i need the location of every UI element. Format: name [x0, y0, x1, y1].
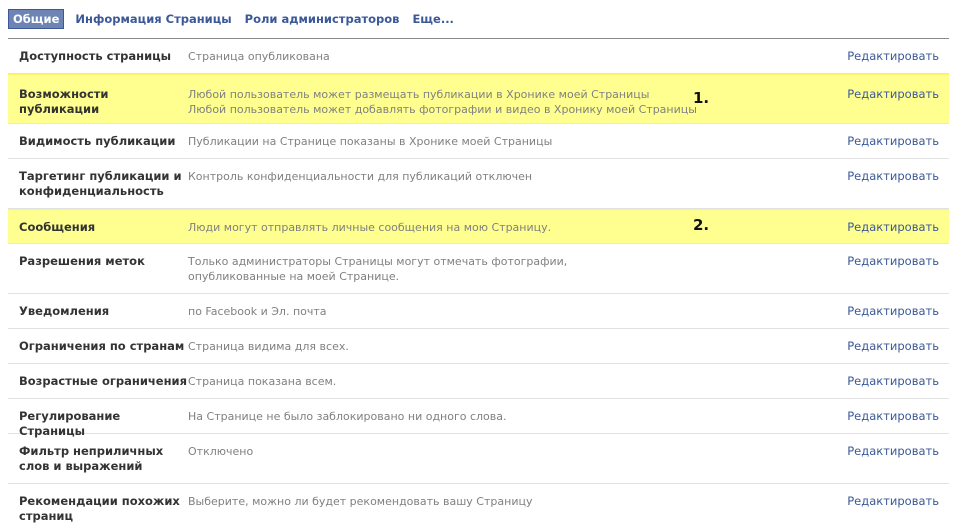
tab-admin-roles[interactable]: Роли администраторов [244, 12, 400, 26]
setting-label: Разрешения меток [19, 254, 145, 268]
setting-value: Отключено [188, 445, 254, 458]
edit-link[interactable]: Редактировать [847, 374, 939, 388]
edit-link[interactable]: Редактировать [847, 169, 939, 183]
setting-label: Регулирование Страницы [19, 409, 121, 438]
setting-value: по Facebook и Эл. почта [188, 305, 327, 318]
setting-row-post-visibility [8, 124, 949, 159]
setting-value: Публикации на Странице показаны в Хронике моей Страницы [188, 135, 553, 148]
setting-row-age-restrictions [8, 364, 949, 399]
annotation-marker-2: 2. [693, 216, 710, 234]
setting-row-similar-page-suggestions [8, 484, 949, 529]
settings-tabs [8, 9, 467, 29]
edit-link[interactable]: Редактировать [847, 304, 939, 318]
tab-general[interactable]: Общие [8, 9, 64, 29]
setting-value: На Странице не было заблокировано ни одного слова. [188, 410, 507, 423]
edit-link[interactable]: Редактировать [847, 220, 939, 234]
edit-link[interactable]: Редактировать [847, 444, 939, 458]
edit-link[interactable]: Редактировать [847, 49, 939, 63]
setting-row-post-targeting [8, 159, 949, 209]
setting-label: Таргетинг публикации и конфиденциальность [19, 169, 182, 198]
setting-row-profanity-filter [8, 434, 949, 484]
setting-value: Страница показана всем. [188, 375, 337, 388]
setting-value: Только администраторы Страницы могут отмечать фотографии, опубликованные на моей Странице. [188, 255, 568, 283]
setting-value: Страница видима для всех. [188, 340, 349, 353]
setting-value: Контроль конфиденциальности для публикаций отключен [188, 170, 533, 183]
tab-page-info[interactable]: Информация Страницы [75, 12, 232, 26]
setting-label: Уведомления [19, 304, 110, 318]
setting-label: Рекомендации похожих страниц [19, 494, 180, 523]
edit-link[interactable]: Редактировать [847, 254, 939, 268]
tab-more[interactable]: Еще... [412, 12, 454, 26]
edit-link[interactable]: Редактировать [847, 87, 939, 101]
edit-link[interactable]: Редактировать [847, 494, 939, 508]
setting-label: Видимость публикации [19, 134, 176, 148]
setting-label: Возможности публикации [19, 87, 109, 116]
settings-list [8, 39, 949, 529]
setting-label: Ограничения по странам [19, 339, 185, 353]
setting-row-tag-permissions [8, 244, 949, 294]
setting-value: Страница опубликована [188, 50, 330, 63]
edit-link[interactable]: Редактировать [847, 134, 939, 148]
setting-row-page-moderation [8, 399, 949, 438]
setting-label: Сообщения [19, 220, 96, 234]
setting-row-messages [8, 209, 949, 244]
setting-row-country-restrictions [8, 329, 949, 364]
annotation-marker-1: 1. [693, 89, 710, 107]
setting-value: Выберите, можно ли будет рекомендовать вашу Страницу [188, 495, 533, 508]
setting-label: Доступность страницы [19, 49, 172, 63]
setting-label: Возрастные ограничения [19, 374, 187, 388]
setting-row-page-visibility [8, 39, 949, 74]
setting-value: Люди могут отправлять личные сообщения на мою Страницу. [188, 221, 552, 234]
setting-row-posting-ability [8, 74, 949, 124]
setting-label: Фильтр неприличных слов и выражений [19, 444, 164, 473]
setting-row-notifications [8, 294, 949, 329]
edit-link[interactable]: Редактировать [847, 339, 939, 353]
edit-link[interactable]: Редактировать [847, 409, 939, 423]
setting-value: Любой пользователь может размещать публикации в Хронике моей Страницы Любой пользователь может добавлять фотографии и видео в Хронику моей Страницы [188, 88, 697, 116]
